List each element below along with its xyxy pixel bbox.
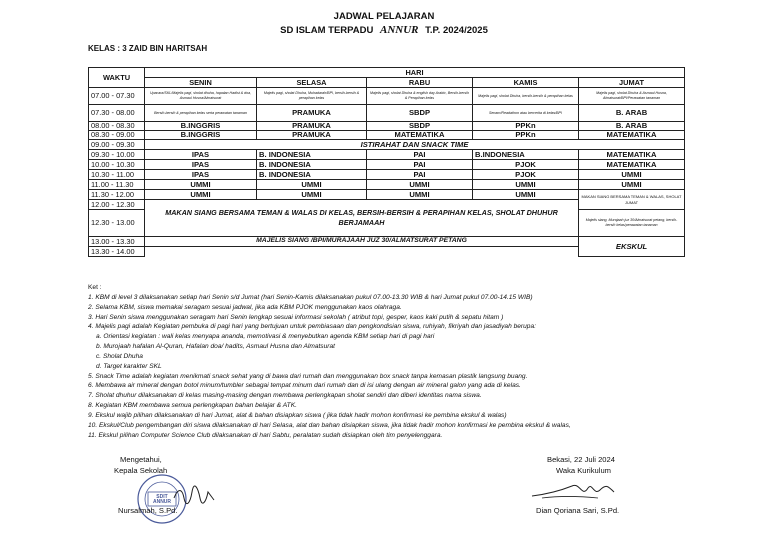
document-title: JADWAL PELAJARAN (333, 11, 435, 22)
schedule-cell: B. INDONESIA (257, 150, 367, 160)
note-item: 2. Selama KBM, siswa memakai seragam sesuai jadwal, jika ada KBM PJOK menggunakan kaos olahraga. (88, 303, 402, 311)
lunch-cell: MAKAN SIANG BERSAMA TEMAN & WALAS DI KELAS, BERSIH-BERSIH & PERAPIHAN KELAS, SHOLAT DHUHUR BERJAMAAH (145, 200, 579, 237)
schedule-cell: UMMI (257, 180, 367, 190)
document-subtitle (0, 24, 768, 36)
header-day: SENIN (145, 78, 257, 88)
schedule-cell: UMMI (145, 180, 257, 190)
time-cell: 11.30 - 12.00 (89, 190, 145, 200)
time-cell: 08.30 - 09.00 (89, 131, 145, 140)
schedule-cell: Majelis pagi, sholat Dhuha, Muhadarah/BPI, bersih-bersih & perapihan kelas (257, 88, 367, 105)
schedule-cell: UMMI (579, 170, 685, 180)
notes-section (88, 283, 728, 441)
note-item: 6. Membawa air mineral dengan botol minum/tumbler sebagai tempat minum dari rumah dan di isi ulang dengan air mineral galon yang ada di kelas. (88, 382, 521, 390)
table-row (89, 190, 685, 200)
schedule-cell: PRAMUKA (257, 122, 367, 131)
note-subitem: a. Orientasi kegiatan : wali kelas menyapa ananda, memotivasi & menyebutkan agenda KBM setiap hari di pagi hari (96, 333, 435, 341)
note-item: 7. Sholat dhuhur dilaksanakan di kelas masing-masing dengan membawa perlengkapan sholat sendiri dan diberi identitas nama siswa. (88, 392, 482, 400)
note-item: 9. Ekskul wajib pilihan dilaksanakan di hari Jumat, alat & bahan disiapkan siswa ( jika tidak hadir mohon konfirmasi ke pembina ekskul & walas) (88, 411, 507, 419)
signature-left-scribble (172, 484, 216, 506)
time-cell: 09.00 - 09.30 (89, 140, 145, 150)
table-row (89, 122, 685, 131)
break-cell: ISTIRAHAT DAN SNACK TIME (145, 140, 685, 150)
table-row (89, 237, 685, 247)
time-cell: 07.00 - 07.30 (89, 88, 145, 105)
empty-cell (145, 247, 579, 257)
schedule-cell: B. INDONESIA (257, 170, 367, 180)
time-cell: 10.30 - 11.00 (89, 170, 145, 180)
schedule-cell: Majelis pagi, sholat Dhuha, bersih-bersih & perapihan kelas (473, 88, 579, 105)
schedule-cell: MATEMATIKA (579, 150, 685, 160)
header-hari: HARI (145, 68, 685, 78)
sig-left-name: Nursalmah, S.Pd. (118, 506, 178, 515)
schedule-cell: SBDP (367, 122, 473, 131)
time-cell: 13.00 - 13.30 (89, 237, 145, 247)
table-row (89, 140, 685, 150)
schedule-cell: UMMI (257, 190, 367, 200)
note-subitem: d. Target karakter SKL (96, 362, 162, 370)
schedule-cell: Majelis pagi, sholat Dhuha & Asmaul Husna, Almatsurat/BPI/Perawatan tanaman (579, 88, 685, 105)
header-day: RABU (367, 78, 473, 88)
majelis-siang-cell: MAJELIS SIANG /BPI/MURAJAAH JUZ 30/ALMATSURAT PETANG (145, 237, 579, 247)
schedule-cell: B. INDONESIA (257, 160, 367, 170)
note-subitem: b. Murojaah hafalan Al-Quran, Hafalan doa/ hadits, Asmaul Husna dan Almatsurat (96, 343, 335, 351)
jumat-majelis-cell: Majelis siang, Murajaah juz 30/Almatsurat petang, bersih-bersih kelas/perawatan tanaman (579, 210, 685, 237)
note-item: 10. Ekskul/Club pengembangan diri siswa dilaksanakan di hari Selasa, alat dan bahan disiapkan siswa, jika tidak hadir mohon konfirmasi ke pembina ekskul & walas, (88, 421, 571, 429)
schedule-cell: UMMI (579, 180, 685, 190)
sig-right-name: Dian Qoriana Sari, S.Pd. (536, 506, 620, 515)
time-cell: 13.30 - 14.00 (89, 247, 145, 257)
signature-right-scribble (528, 476, 618, 506)
table-row (89, 150, 685, 160)
schedule-cell: PJOK (473, 170, 579, 180)
sig-left-line2: Kepala Sekolah (114, 466, 168, 475)
schedule-cell: SBDP (367, 105, 473, 122)
jumat-lunch-cell: MAKAN SIANG BERSAMA TEMAN & WALAS, SHOLAT JUMAT (579, 190, 685, 210)
time-cell: 09.30 - 10.00 (89, 150, 145, 160)
header-waktu: WAKTU (89, 68, 145, 88)
schedule-cell: UMMI (367, 180, 473, 190)
schedule-cell: IPAS (145, 160, 257, 170)
time-cell: 12.30 - 13.00 (89, 210, 145, 237)
schedule-cell: B.INGGRIS (145, 122, 257, 131)
note-item: 4. Majelis pagi adalah Kegiatan pembuka di pagi hari yang bertujuan untuk pembiasaan dan pengkondisian siswa, ruhiyah, fikriyah dan jasadiyah berupa: (88, 323, 536, 331)
school-name: SD ISLAM TERPADU (280, 25, 374, 36)
schedule-cell: UMMI (367, 190, 473, 200)
time-cell: 07.30 - 08.00 (89, 105, 145, 122)
school-brand: ANNUR (380, 24, 419, 36)
note-item: 11. Ekskul pilihan Computer Science Club dilaksanakan di hari Sabtu, peralatan sudah disiapkan oleh tim penyelenggara. (88, 431, 443, 439)
time-cell: 08.00 - 08.30 (89, 122, 145, 131)
schedule-table (88, 67, 685, 257)
schedule-cell: MATEMATIKA (579, 131, 685, 140)
stamp-text: SDIT ANNUR (152, 494, 172, 505)
schedule-cell: UMMI (473, 180, 579, 190)
schedule-cell: PAI (367, 170, 473, 180)
schedule-cell: B.INDONESIA (473, 150, 579, 160)
notes-heading: Ket : (88, 284, 102, 291)
schedule-cell: MATEMATIKA (579, 160, 685, 170)
schedule-cell: UMMI (145, 190, 257, 200)
schedule-cell: Bersih-bersih & perapihan kelas serta perawatan tanaman (145, 105, 257, 122)
schedule-cell: PJOK (473, 160, 579, 170)
schedule-cell: Upacara/SKL/Majelis pagi, sholat dhuha, hapalan Hadist & doa, Asmaul Husna/Almatsurat (145, 88, 257, 105)
sig-right-line2: Waka Kurikulum (556, 466, 611, 475)
header-day: KAMIS (473, 78, 579, 88)
schedule-cell: IPAS (145, 150, 257, 160)
schedule-cell: Senam/Readathon atau bercerita di kelas/BPI (473, 105, 579, 122)
schedule-cell: B. ARAB (579, 105, 685, 122)
schedule-cell: PPKn (473, 122, 579, 131)
note-item: 8. Kegiatan KBM membawa semua perlengkapan bahan belajar & ATK. (88, 402, 297, 410)
schedule-cell: PAI (367, 150, 473, 160)
schedule-cell: PRAMUKA (257, 105, 367, 122)
class-label: KELAS : 3 ZAID BIN HARITSAH (88, 44, 208, 53)
school-year: T.P. 2024/2025 (425, 25, 488, 36)
schedule-cell: PPKn (473, 131, 579, 140)
header-day: SELASA (257, 78, 367, 88)
note-item: 3. Hari Senin siswa menggunakan seragam hari Senin lengkap sesuai informasi sekolah ( atribut topi, gesper, kaos kaki putih & sepatu hitam ) (88, 313, 504, 321)
schedule-cell: B.INGGRIS (145, 131, 257, 140)
note-item: 5. Snack Time adalah kegiatan menikmati snack sehat yang di bawa dari rumah dan menggunakan box snack tanpa kemasan plastik langsung buang. (88, 372, 528, 380)
schedule-cell: PAI (367, 160, 473, 170)
ekskul-cell: EKSKUL (579, 237, 685, 257)
note-item: 1. KBM di level 3 dilaksanakan setiap hari Senin s/d Jumat (hari Senin-Kamis dilaksanakan pukul 07.00-13.30 WIB & hari Jumat pukul 07.00-14.15 WIB) (88, 293, 533, 301)
schedule-cell: Majelis pagi, sholat Dhuha & english day Arabic, Bersih-bersih & Perapihan kelas (367, 88, 473, 105)
schedule-cell: B. ARAB (579, 122, 685, 131)
table-row (89, 170, 685, 180)
schedule-cell: UMMI (473, 190, 579, 200)
table-row (89, 180, 685, 190)
table-row (89, 105, 685, 122)
table-row (89, 131, 685, 140)
sig-right-line1: Bekasi, 22 Juli 2024 (547, 455, 615, 464)
note-subitem: c. Sholat Dhuha (96, 352, 143, 360)
table-row (89, 88, 685, 105)
time-cell: 11.00 - 11.30 (89, 180, 145, 190)
schedule-cell: IPAS (145, 170, 257, 180)
table-row (89, 160, 685, 170)
sig-left-line1: Mengetahui, (120, 455, 162, 464)
time-cell: 10.00 - 10.30 (89, 160, 145, 170)
time-cell: 12.00 - 12.30 (89, 200, 145, 210)
header-day: JUMAT (579, 78, 685, 88)
schedule-cell: MATEMATIKA (367, 131, 473, 140)
schedule-cell: PRAMUKA (257, 131, 367, 140)
